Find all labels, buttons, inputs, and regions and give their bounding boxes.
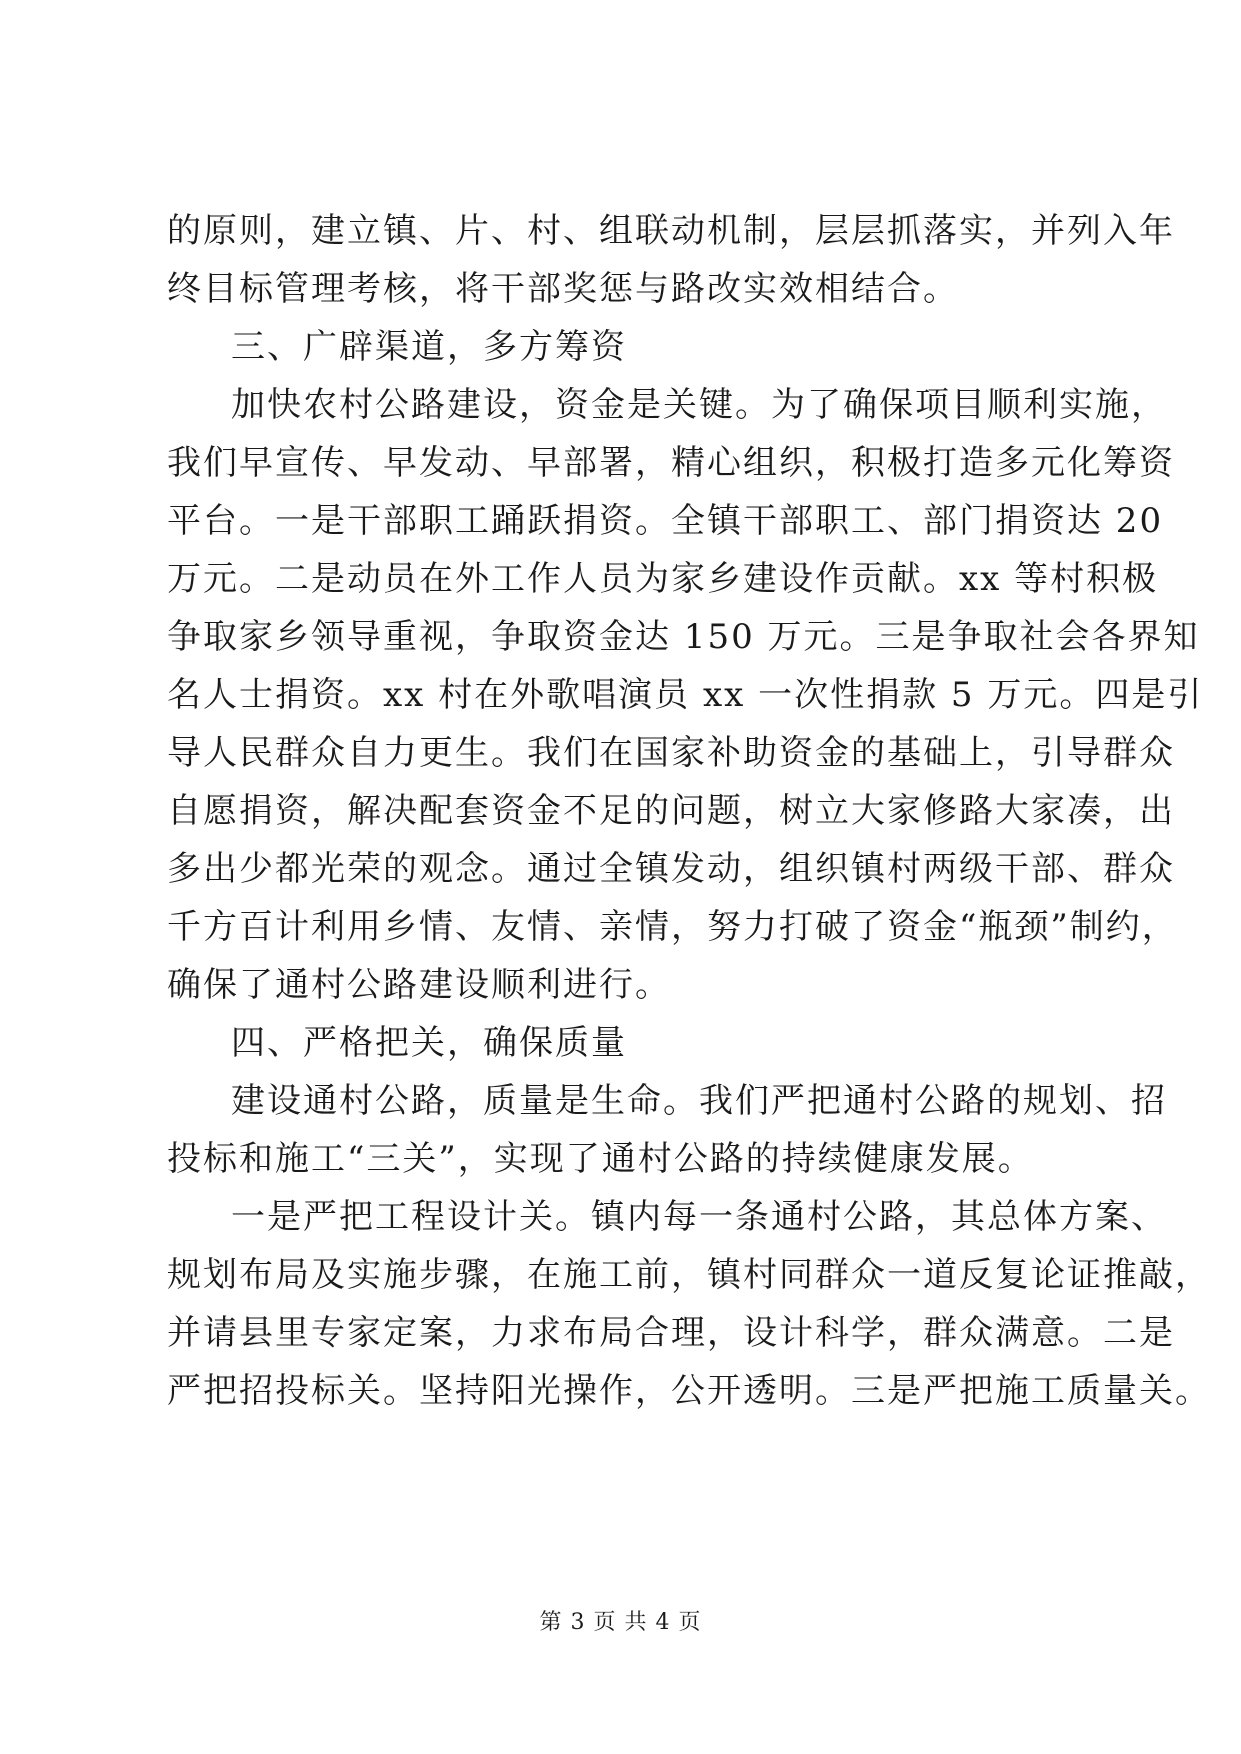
text-line: 我们早宣传、早发动、早部署，精心组织，积极打造多元化筹资 [167,443,1175,483]
page-number-footer: 第 3 页 共 4 页 [539,1610,702,1635]
text-line: 一是严把工程设计关。镇内每一条通村公路，其总体方案、 [231,1197,1167,1237]
text-line: 严把招投标关。坚持阳光操作，公开透明。三是严把施工质量关。 [167,1371,1211,1411]
text-line: 争取家乡领导重视，争取资金达 150 万元。三是争取社会各界知 [167,617,1200,657]
section-heading: 三、广辟渠道，多方筹资 [231,327,627,367]
text-line: 规划布局及实施步骤，在施工前，镇村同群众一道反复论证推敲， [167,1255,1211,1295]
text-line: 投标和施工“三关”，实现了通村公路的持续健康发展。 [167,1139,1034,1179]
text-line: 确保了通村公路建设顺利进行。 [167,965,671,1005]
text-line: 建设通村公路，质量是生命。我们严把通村公路的规划、招 [231,1081,1167,1121]
text-line: 的原则，建立镇、片、村、组联动机制，层层抓落实，并列入年 [167,211,1175,251]
text-line: 加快农村公路建设，资金是关键。为了确保项目顺利实施， [231,385,1167,425]
text-line: 平台。一是干部职工踊跃捐资。全镇干部职工、部门捐资达 20 [167,501,1164,541]
text-line: 名人士捐资。xx 村在外歌唱演员 xx 一次性捐款 5 万元。四是引 [167,675,1204,715]
text-line: 终目标管理考核，将干部奖惩与路改实效相结合。 [167,269,959,309]
text-line: 自愿捐资，解决配套资金不足的问题，树立大家修路大家凑，出 [167,791,1175,831]
section-heading: 四、严格把关，确保质量 [231,1023,627,1063]
text-line: 万元。二是动员在外工作人员为家乡建设作贡献。xx 等村积极 [167,559,1159,599]
text-line: 导人民群众自力更生。我们在国家补助资金的基础上，引导群众 [167,733,1175,773]
text-line: 并请县里专家定案，力求布局合理，设计科学，群众满意。二是 [167,1313,1175,1353]
text-line: 多出少都光荣的观念。通过全镇发动，组织镇村两级干部、群众 [167,849,1175,889]
text-line: 千方百计利用乡情、友情、亲情，努力打破了资金“瓶颈”制约， [167,907,1178,947]
